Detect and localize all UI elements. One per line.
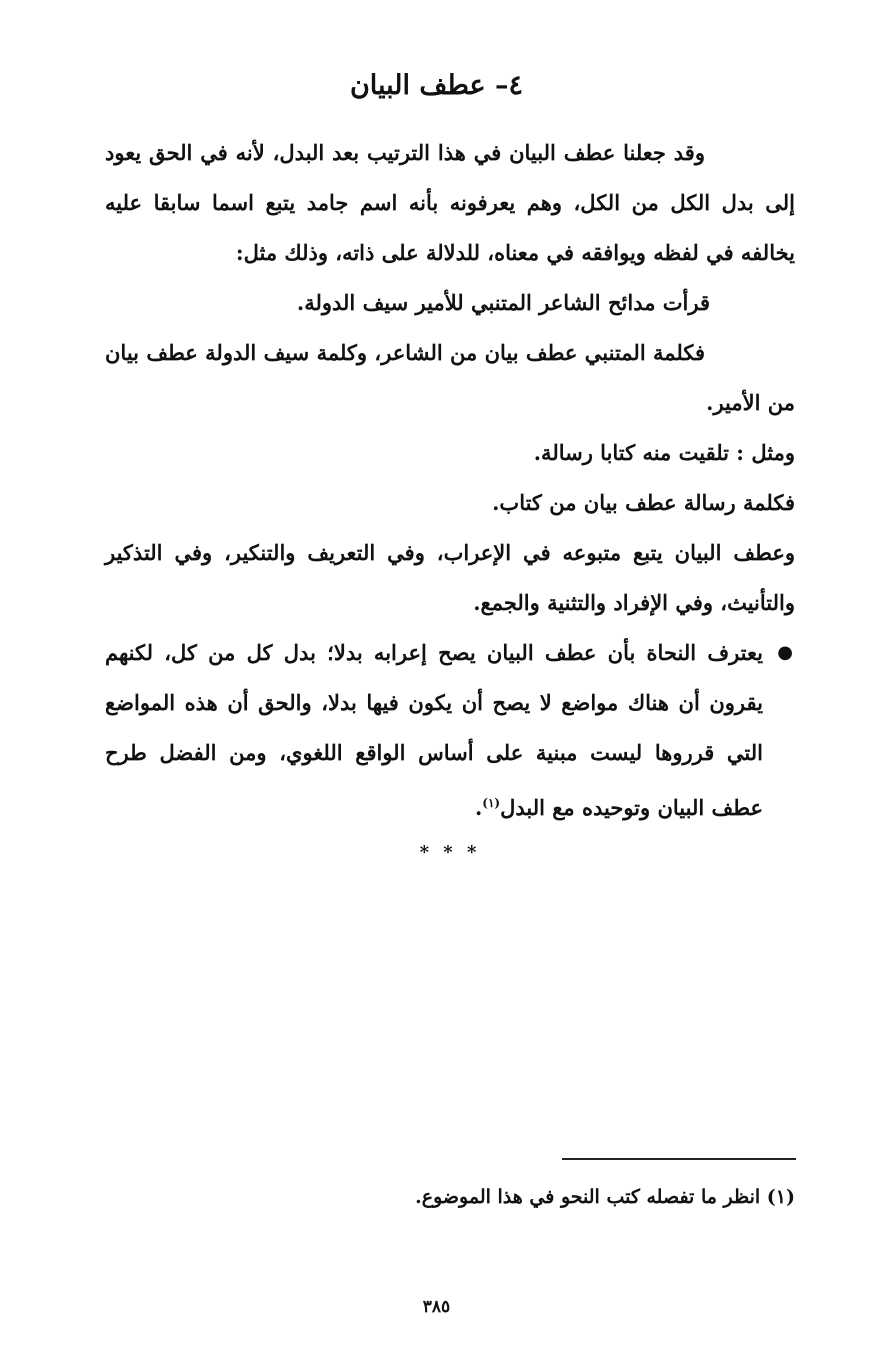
paragraph-definition: وقد جعلنا عطف البيان في هذا الترتيب بعد البدل، لأنه في الحق يعود إلى بدل الكل من الكل، وهم يعرفونه بأنه اسم جامد يتبع اسما سابقا عليه يخالفه في لفظه ويوافقه في معناه، للدلالة على ذاته، وذلك مثل: xyxy=(105,140,795,265)
paragraph-explanation-2: فكلمة رسالة عطف بيان من كتاب. xyxy=(492,490,795,515)
bullet-end: . xyxy=(474,795,483,820)
example-sentence-1: قرأت مدائح الشاعر المتنبي للأمير سيف الدولة. xyxy=(296,290,710,315)
bullet-note-text xyxy=(105,628,763,833)
bullet-note xyxy=(105,628,793,833)
footnote-text: (١) انظر ما تفصله كتب النحو في هذا الموضوع. xyxy=(415,1186,795,1208)
example-sentence-2: ومثل : تلقيت منه كتابا رسالة. xyxy=(533,440,795,465)
footnote-reference: (١) xyxy=(482,796,501,810)
main-text xyxy=(105,128,795,873)
section-separator: * * * xyxy=(419,842,481,863)
bullet-text: يعترف النحاة بأن عطف البيان يصح إعرابه بدلا؛ بدل كل من كل، لكنهم يقرون أن هناك مواضع لا يصح أن يكون فيها بدلا، والحق أن هذه المواضع التي قرروها ليست مبنية على أساس الواقع اللغوي، ومن الفضل طرح عطف البيان وتوحيده مع البدل xyxy=(105,640,763,820)
paragraph-explanation-1: فكلمة المتنبي عطف بيان من الشاعر، وكلمة سيف الدولة عطف بيان من الأمير. xyxy=(105,340,795,415)
bullet-dot-icon: ● xyxy=(777,642,793,663)
page-number: ٣٨٥ xyxy=(422,1297,451,1317)
section-heading: ٤– عطف البيان xyxy=(349,70,524,101)
footnote-divider xyxy=(562,1158,796,1160)
paragraph-agreement: وعطف البيان يتبع متبوعه في الإعراب، وفي التعريف والتنكير، وفي التذكير والتأنيث، وفي الإفراد والتثنية والجمع. xyxy=(105,540,795,615)
